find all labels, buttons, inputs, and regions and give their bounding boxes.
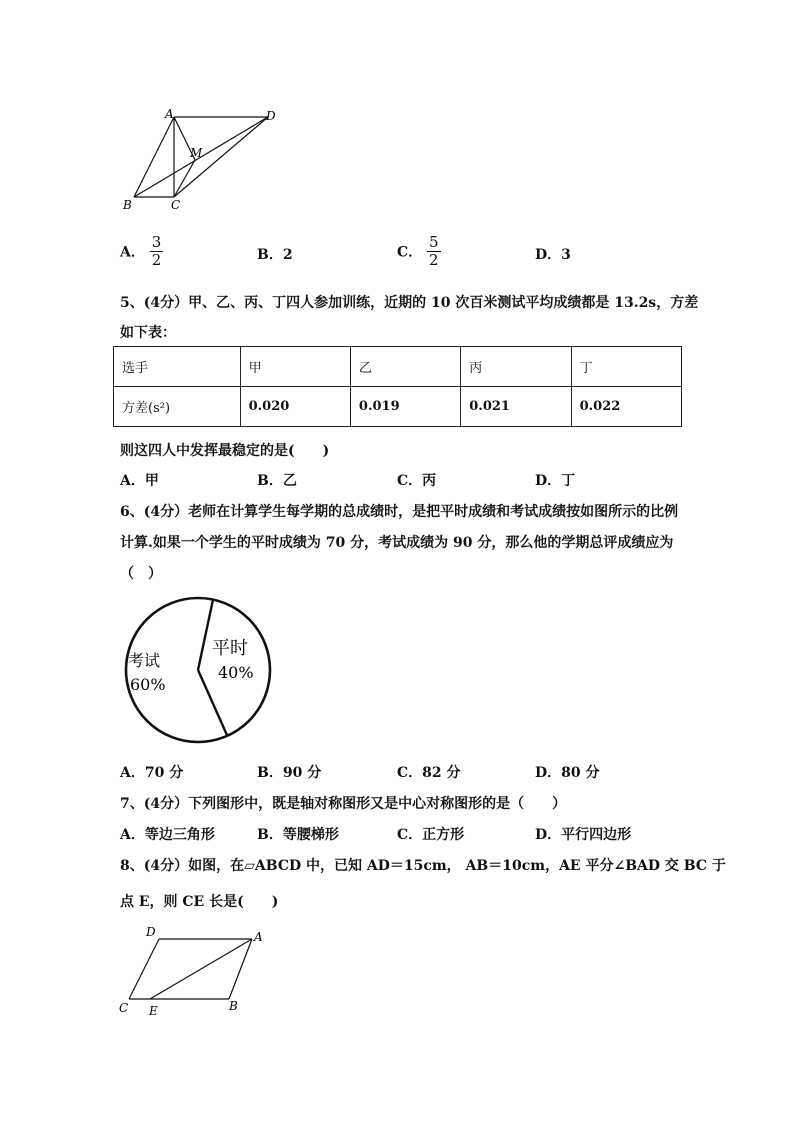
variance-table: [113, 346, 682, 427]
table-cell: 甲: [240, 347, 350, 387]
q8-line-2: 点 E，则 CE 长是( ): [120, 894, 279, 910]
q7-option-b: B．等腰梯形: [257, 827, 339, 843]
q4-option-c-label: C．: [397, 244, 423, 261]
table-cell: 乙: [350, 347, 460, 387]
table-cell: 0.020: [240, 387, 350, 427]
q4-option-c-fraction: [427, 234, 441, 269]
q6-line-3: （ ）: [120, 566, 162, 582]
q4-option-a-fraction: [150, 234, 164, 269]
q5-line-1: 5、(4分）甲、乙、丙、丁四人参加训练，近期的 10 次百米测试平均成绩都是 13.2s，方差: [120, 295, 699, 311]
q6-pie-chart: [118, 590, 278, 750]
q6-line-1: 6、(4分）老师在计算学生每学期的总成绩时，是把平时成绩和考试成绩按如图所示的比例: [120, 504, 679, 520]
q4-option-a-denominator: 2: [151, 251, 162, 269]
q6-option-d: D．80 分: [535, 765, 600, 781]
label-b: B: [123, 198, 132, 212]
label-c: C: [119, 1001, 129, 1015]
table-cell: 丁: [571, 347, 681, 387]
table-cell: 0.022: [571, 387, 681, 427]
q5-option-c: C．丙: [397, 473, 437, 489]
label-e: E: [149, 1004, 158, 1018]
label-d: D: [146, 925, 156, 939]
q4-option-a-label: A．: [120, 244, 145, 261]
label-m: M: [190, 146, 203, 160]
q7-line-1: 7、(4分）下列图形中，既是轴对称图形又是中心对称图形的是（ ）: [120, 796, 567, 812]
edge-dc: [129, 939, 159, 999]
pie-divider-top: [198, 600, 213, 670]
q5-option-b: B．乙: [257, 473, 297, 489]
q6-option-a: A．70 分: [120, 765, 184, 781]
table-cell: 0.021: [461, 387, 571, 427]
q8-line-1: 8、(4分）如图，在▱ABCD 中，已知 AD＝15cm， AB＝10cm，AE 平分∠BAD 交 BC 于: [120, 858, 726, 874]
q5-line-2: 如下表：: [120, 325, 176, 341]
pie-value-usual: 40%: [218, 663, 254, 682]
q4-option-a-numerator: 3: [151, 233, 162, 251]
edge-ae: [150, 939, 252, 999]
q4-option-c: [397, 234, 441, 269]
q5-question: 则这四人中发挥最稳定的是( ): [120, 443, 330, 459]
edge-cd: [174, 117, 268, 197]
label-a: A: [165, 107, 174, 121]
table-cell: 丙: [461, 347, 571, 387]
table-row: [114, 387, 682, 427]
q6-line-2: 计算.如果一个学生的平时成绩为 70 分，考试成绩为 90 分，那么他的学期总评成绩应为: [120, 535, 674, 551]
q6-option-c: C．82 分: [397, 765, 461, 781]
table-cell: 选手: [114, 347, 241, 387]
edge-ab: [229, 939, 252, 999]
q4-option-d: D．3: [535, 247, 571, 263]
q7-option-c: C．正方形: [397, 827, 465, 843]
table-cell: 0.019: [350, 387, 460, 427]
pie-label-usual: 平时: [212, 638, 248, 659]
q5-option-d: D．丁: [535, 473, 576, 489]
q5-option-a: A．甲: [120, 473, 159, 489]
q4-option-c-numerator: 5: [429, 233, 439, 251]
label-c: C: [171, 198, 181, 212]
pie-value-exam: 60%: [130, 675, 166, 694]
q7-option-d: D．平行四边形: [535, 827, 632, 843]
q8-figure: [116, 920, 276, 1020]
q4-figure: [118, 104, 288, 216]
edge-mc: [174, 160, 195, 197]
label-d: D: [266, 109, 276, 123]
q4-option-c-denominator: 2: [429, 251, 439, 269]
q7-option-a: A．等边三角形: [120, 827, 215, 843]
table-header-row: [114, 347, 682, 387]
table-cell: 方差(s²): [114, 387, 241, 427]
pie-label-exam: 考试: [128, 651, 161, 670]
q6-option-b: B．90 分: [257, 765, 322, 781]
label-a: A: [254, 930, 263, 944]
label-b: B: [229, 999, 238, 1013]
q4-option-b: B．2: [257, 247, 293, 263]
q4-option-a: [120, 234, 163, 269]
